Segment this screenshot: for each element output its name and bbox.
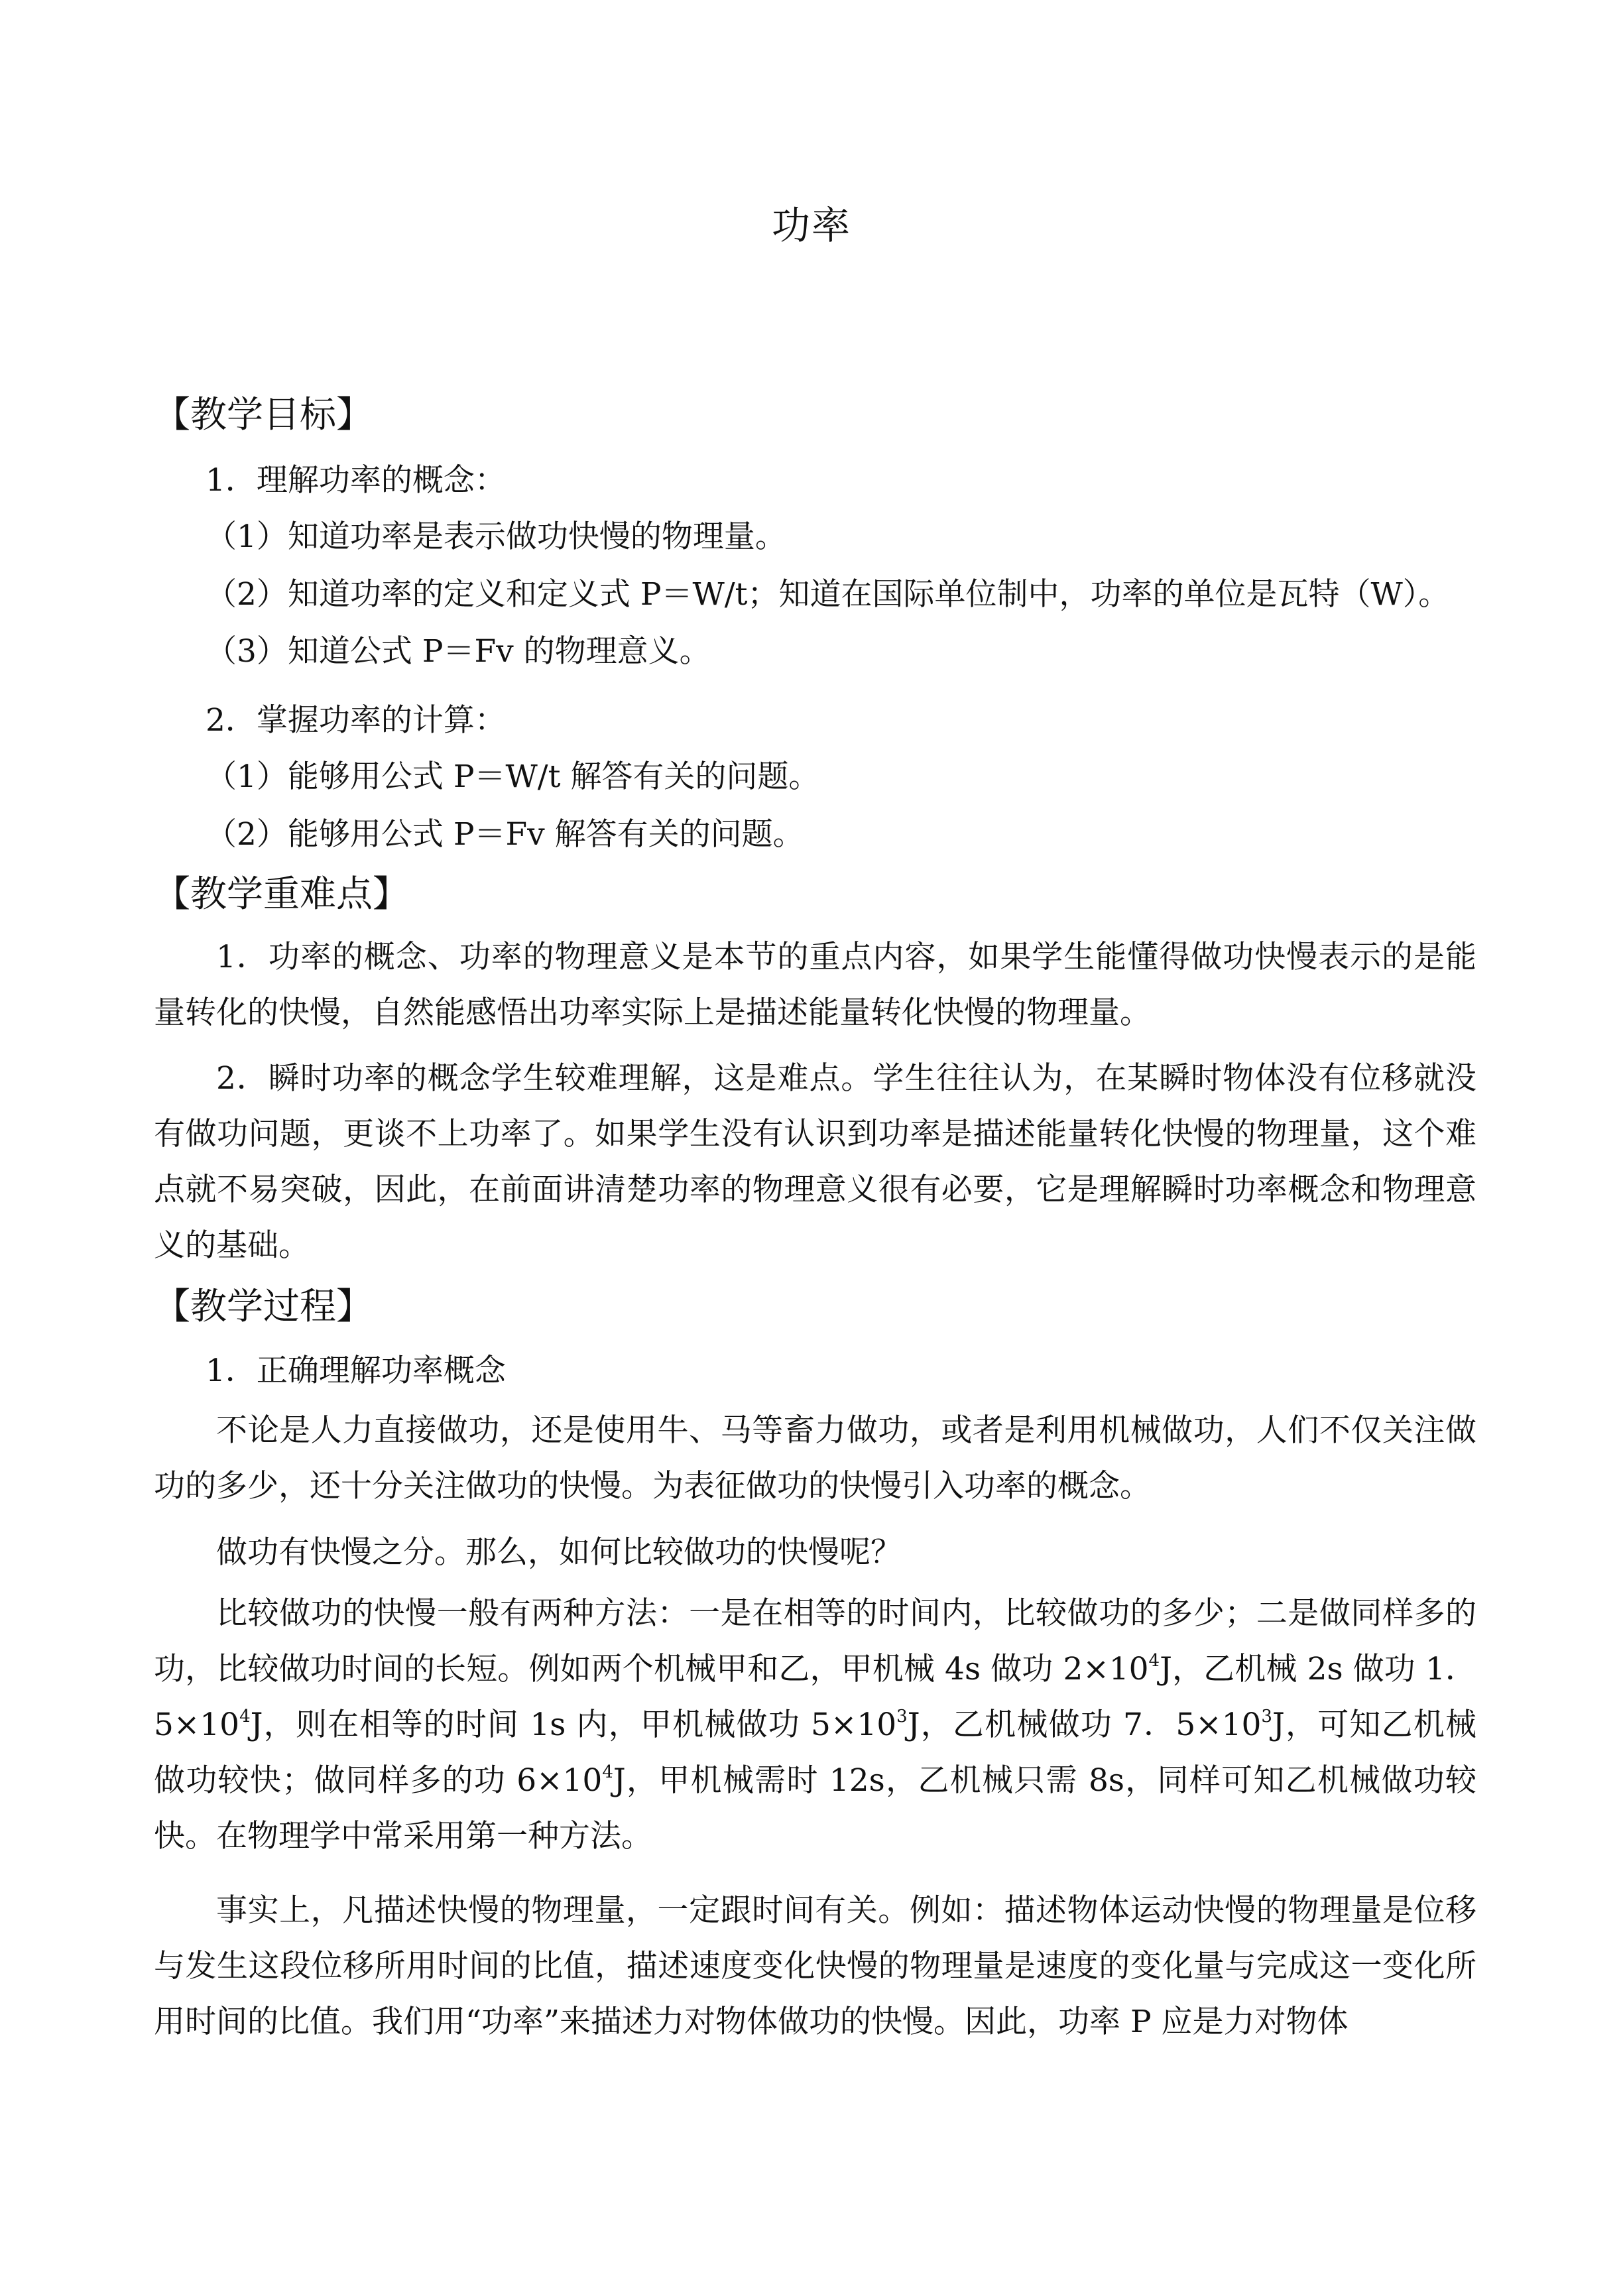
objective-item-1: 1．理解功率的概念： [206,462,506,499]
process-paragraph-2: 做功有快慢之分。那么，如何比较做功的快慢呢？ [216,1534,902,1571]
page-title: 功率 [771,203,851,248]
exponent: 3 [896,1707,908,1726]
exponent: 4 [602,1762,613,1782]
process-paragraph-3 [154,1586,1476,1864]
exponent: 4 [239,1707,251,1726]
process-paragraph-1: 不论是人力直接做功，还是使用牛、马等畜力做功，或者是利用机械做功，人们不仅关注做功的多少，还十分关注做功的快慢。为表征做功的快慢引入功率的概念。 [154,1412,1476,1504]
section-heading-objectives: 【教学目标】 [154,393,373,436]
process-paragraph-3-text: J，可知乙机械做功较快；做同样多的功 6×10 [154,1707,1476,1799]
objective-item-2: 2．掌握功率的计算： [206,702,506,739]
section-heading-process: 【教学过程】 [154,1285,373,1327]
process-paragraph-3-text: J，乙机械 2s 做功 1．5×10 [154,1651,1476,1743]
process-paragraph-3-text: J，乙机械做功 7．5×10 [907,1707,1262,1743]
objective-item-2-1: （1）能够用公式 P＝W/t 解答有关的问题。 [206,758,820,795]
objective-item-2-2: （2）能够用公式 P＝Fv 解答有关的问题。 [206,816,804,853]
objective-item-1-1: （1）知道功率是表示做功快慢的物理量。 [206,518,786,555]
exponent: 4 [1148,1651,1160,1671]
key-points-paragraph-1: 1．功率的概念、功率的物理意义是本节的重点内容，如果学生能懂得做功快慢表示的是能量转化的快慢，自然能感悟出功率实际上是描述能量转化快慢的物理量。 [154,939,1476,1031]
objective-item-1-2: （2）知道功率的定义和定义式 P＝W/t；知道在国际单位制中，功率的单位是瓦特（W）。 [206,576,1450,613]
exponent: 3 [1261,1707,1272,1726]
key-points-paragraph-2: 2．瞬时功率的概念学生较难理解，这是难点。学生往往认为，在某瞬时物体没有位移就没有做功问题，更谈不上功率了。如果学生没有认识到功率是描述能量转化快慢的物理量，这个难点就不易突破，因此，在前面讲清楚功率的物理意义很有必要，它是理解瞬时功率概念和物理意义的基础。 [154,1060,1476,1264]
objective-item-1-3: （3）知道公式 P＝Fv 的物理意义。 [206,633,711,670]
process-item-1: 1．正确理解功率概念 [206,1353,506,1389]
process-paragraph-3-text: 比较做功的快慢一般有两种方法：一是在相等的时间内，比较做功的多少；二是做同样多的功，比较做功时间的长短。例如两个机械甲和乙，甲机械 4s 做功 2×10 [154,1595,1476,1687]
process-paragraph-3-text: J，则在相等的时间 1s 内，甲机械做功 5×10 [250,1707,897,1743]
process-paragraph-4: 事实上，凡描述快慢的物理量，一定跟时间有关。例如：描述物体运动快慢的物理量是位移与发生这段位移所用时间的比值，描述速度变化快慢的物理量是速度的变化量与完成这一变化所用时间的比值。我们用“功率”来描述力对物体做功的快慢。因此，功率 P 应是力对物体 [154,1892,1476,2040]
section-heading-key-points: 【教学重难点】 [154,873,410,915]
process-paragraph-3-text: J，甲机械需时 12s，乙机械只需 8s，同样可知乙机械做功较快。在物理学中常采用第一种方法。 [154,1762,1477,1854]
